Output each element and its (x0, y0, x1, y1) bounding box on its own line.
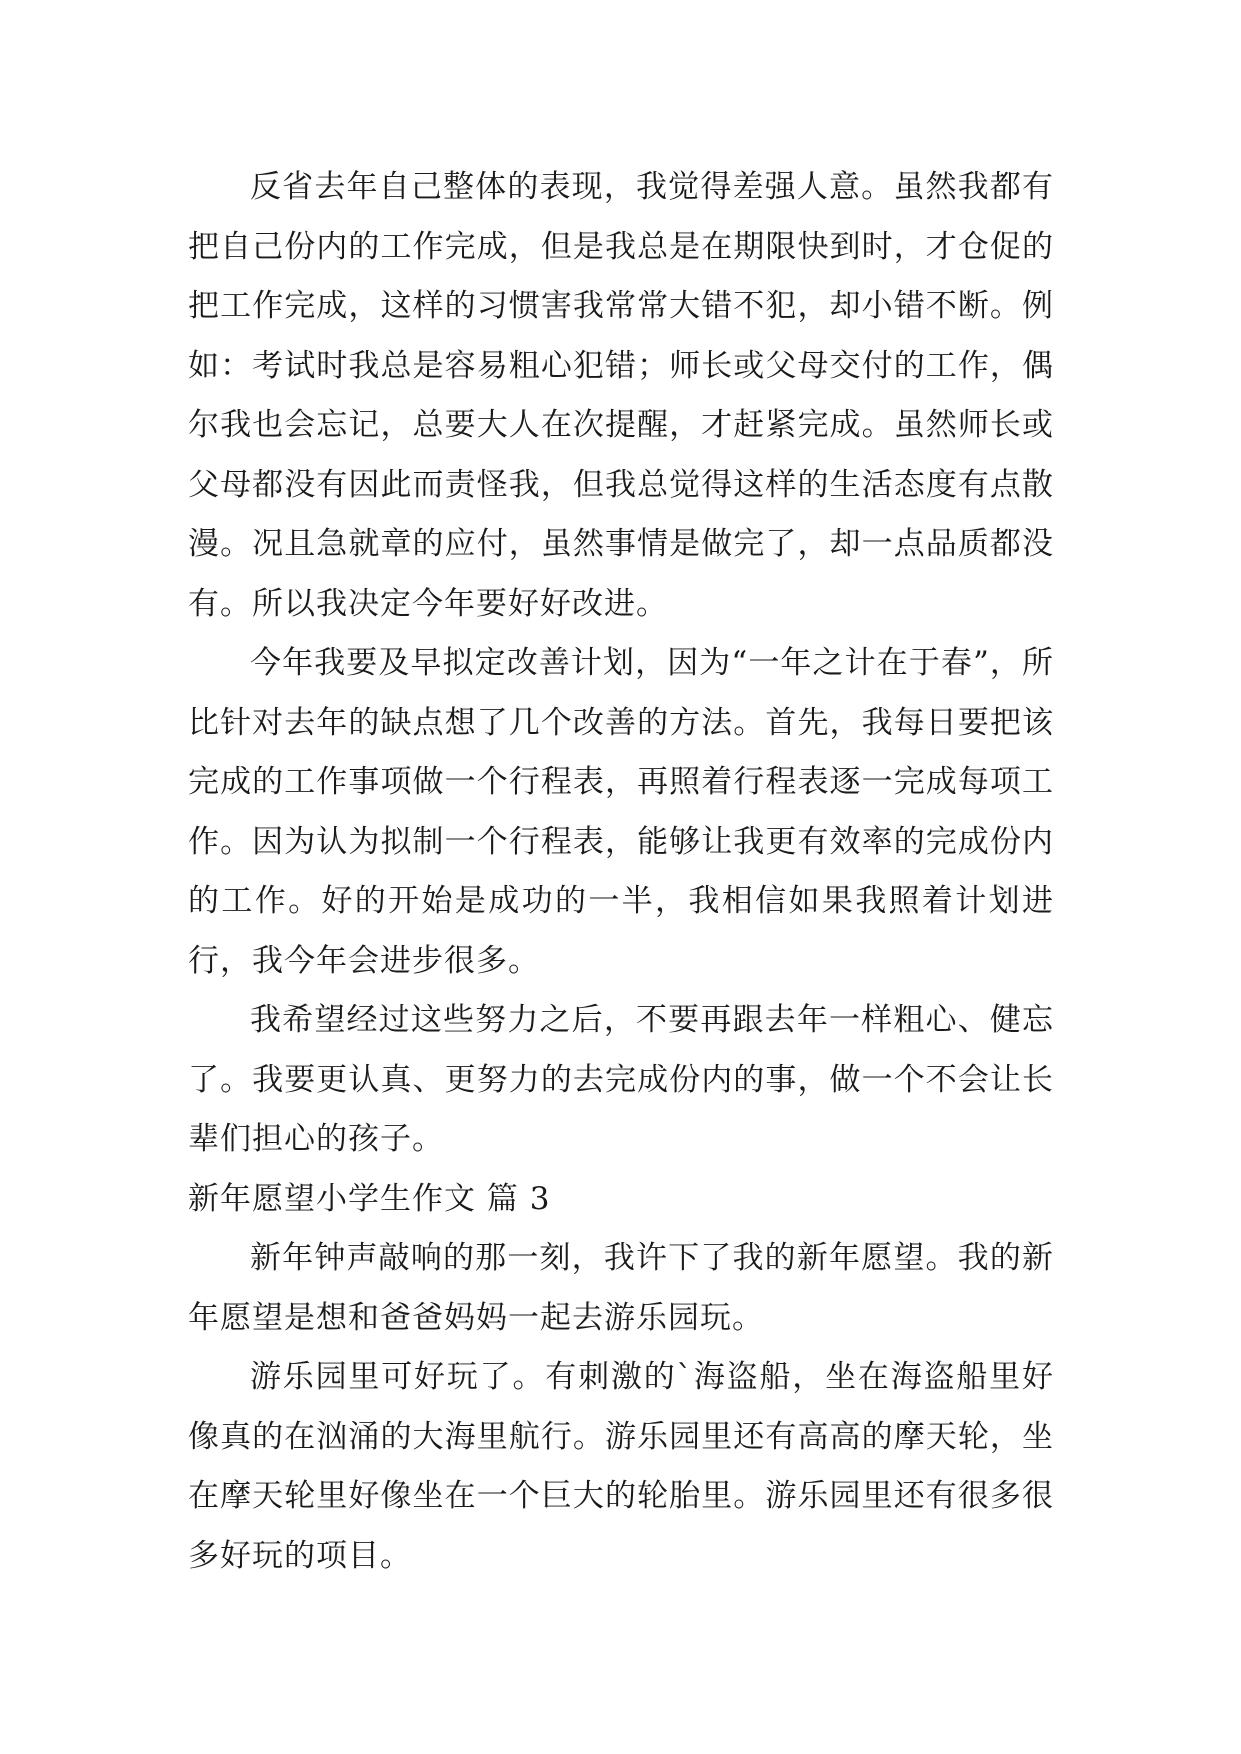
paragraph-new-year-wish: 新年钟声敲响的那一刻，我许下了我的新年愿望。我的新年愿望是想和爸爸妈妈一起去游乐园玩。 (188, 1240, 1054, 1336)
paragraph-plan: 今年我要及早拟定改善计划，因为“一年之计在于春”，所比针对去年的缺点想了几个改善的方法。首先，我每日要把该完成的工作事项做一个行程表，再照着行程表逐一完成每项工作。因为认为拟制一个行程表，能够让我更有效率的完成份内的工作。好的开始是成功的一半，我相信如果我照着计划进行，我今年会进步很多。 (188, 645, 1054, 979)
paragraph-amusement-park: 游乐园里可好玩了。有刺激的`海盗船，坐在海盗船里好像真的在汹涌的大海里航行。游乐园里还有高高的摩天轮，坐在摩天轮里好像坐在一个巨大的轮胎里。游乐园里还有很多很多好玩的项目。 (188, 1359, 1054, 1574)
paragraph-hope: 我希望经过这些努力之后，不要再跟去年一样粗心、健忘了。我要更认真、更努力的去完成份内的事，做一个不会让长辈们担心的孩子。 (188, 1002, 1054, 1157)
document-body (188, 158, 1054, 1586)
paragraph-reflection: 反省去年自己整体的表现，我觉得差强人意。虽然我都有把自己份内的工作完成，但是我总是在期限快到时，才仓促的把工作完成，这样的习惯害我常常大错不犯，却小错不断。例如：考试时我总是容易粗心犯错；师长或父母交付的工作，偶尔我也会忘记，总要大人在次提醒，才赶紧完成。虽然师长或父母都没有因此而责怪我，但我总觉得这样的生活态度有点散漫。况且急就章的应付，虽然事情是做完了，却一点品质都没有。所以我决定今年要好好改进。 (188, 169, 1054, 622)
section-heading: 新年愿望小学生作文 篇 3 (188, 1180, 551, 1217)
